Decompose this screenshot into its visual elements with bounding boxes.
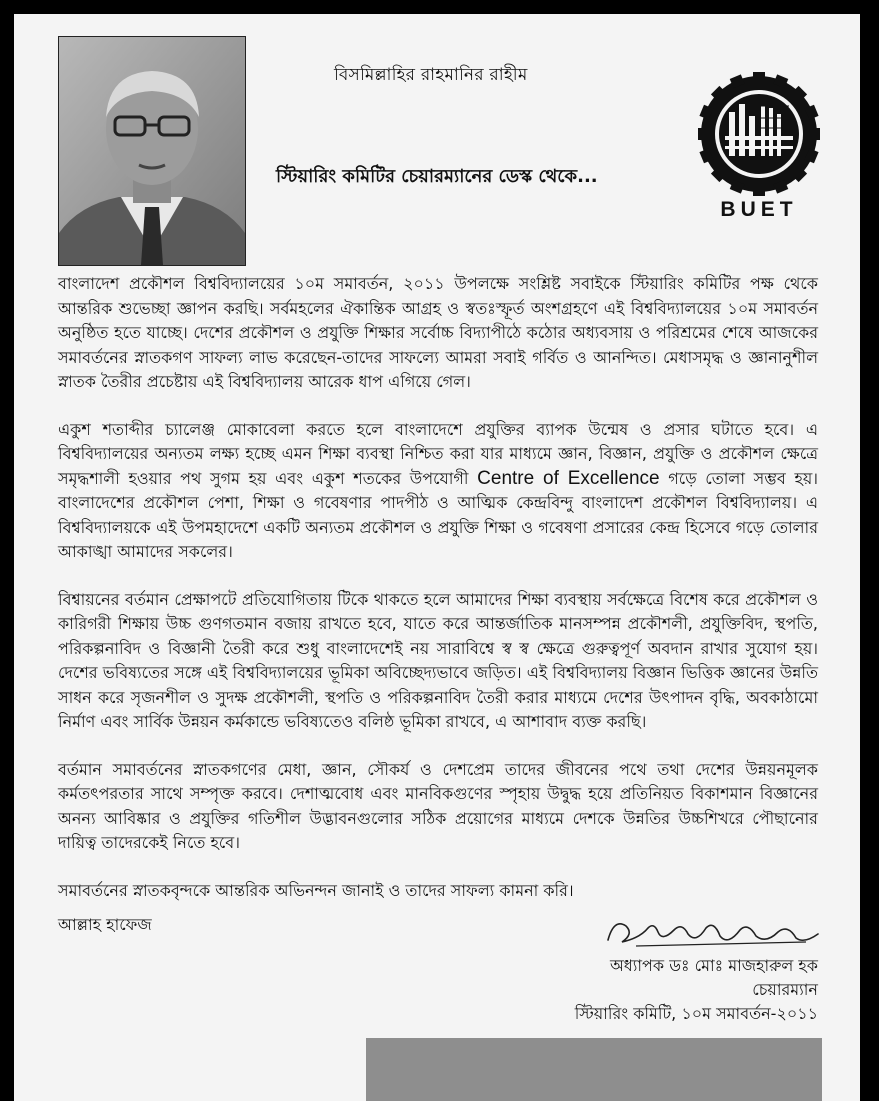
signatory-committee: স্টিয়ারিং কমিটি, ১০ম সমাবর্তন-২০১১ xyxy=(574,1004,818,1023)
desk-title: স্টিয়ারিং কমিটির চেয়ারম্যানের ডেস্ক থেকে... xyxy=(276,166,598,187)
paragraph-2 xyxy=(58,418,818,565)
chairman-photo xyxy=(58,36,246,266)
message-page xyxy=(14,14,860,1101)
signatory-position: চেয়ারম্যান xyxy=(752,980,818,999)
buet-logo-text: BUET xyxy=(720,198,798,221)
closing-line: সমাবর্তনের স্নাতকবৃন্দকে আন্তরিক অভিনন্দন জানাই ও তাদের সাফল্য কামনা করি। xyxy=(58,880,574,900)
bismillah-heading: বিসমিল্লাহির রাহমানির রাহীম xyxy=(334,65,528,85)
buet-logo-icon xyxy=(698,72,820,196)
centre-of-excellence-text: Centre of Excellence xyxy=(477,467,660,489)
paragraph-3: বিশ্বায়নের বর্তমান প্রেক্ষাপটে প্রতিযোগিতায় টিকে থাকতে হলে আমাদের শিক্ষা ব্যবস্থায় সর্বক্ষেত্রে বিশেষ করে প্রকৌশল ও কারিগরী শিক্ষায় উচ্চ গুণগতমান বজায় রাখতে হবে, যাতে করে আন্তর্জাতিক মানসম্পন্ন প্রকৌশলী, প্রযুক্তিবিদ, স্থপতি, পরিকল্পনাবিদ ও বিজ্ঞানী তৈরী করে শুধু বাংলাদেশেই নয় সারাবিশ্বে স্ব স্ব ক্ষেত্রে গুরুত্বপূর্ণ অবদান রাখার সুযোগ হয়। দেশের ভবিষ্যতের সঙ্গে এই বিশ্ববিদ্যালয়ের ভূমিকা অবিচ্ছেদ্যভাবে জড়িত। এই বিশ্ববিদ্যালয় বিজ্ঞান ভিত্তিক জ্ঞানের উন্নতি সাধন করে সৃজনশীল ও সুদক্ষ প্রকৌশলী, স্থপতি ও পরিকল্পনাবিদ তৈরী করার মাধ্যমে দেশের উৎপাদন বৃদ্ধি, অবকাঠামো নির্মাণ এবং সার্বিক উন্নয়ন কর্মকান্ডে ভবিষ্যতেও বলিষ্ঠ ভূমিকা রাখবে, এ আশাবাদ ব্যক্ত করছি। xyxy=(58,589,818,731)
paragraph-2-part-2: গড়ে তোলা সম্ভব হয়। বাংলাদেশের প্রকৌশল পেশা, শিক্ষা ও গবেষণার পাদপীঠ ও আত্মিক কেন্দ্রবিন্দু বাংলাদেশ প্রকৌশল বিশ্ববিদ্যালয়। এ বিশ্ববিদ্যালয়কে এই উপমহাদেশে একটি অন্যতম প্রকৌশল ও প্রযুক্তি শিক্ষা ও গবেষণা প্রসারের কেন্দ্র হিসেবে গড়ে তোলার আকাঙ্খা আমাদের সকলের। xyxy=(58,468,818,561)
message-body xyxy=(58,272,818,937)
signoff-line: আল্লাহ হাফেজ xyxy=(58,914,152,934)
footer-grey-block xyxy=(366,1038,822,1101)
handwritten-signature xyxy=(596,912,826,954)
signatory-name: অধ্যাপক ডঃ মোঃ মাজহারুল হক xyxy=(609,956,818,975)
paragraph-4: বর্তমান সমাবর্তনের স্নাতকগণের মেধা, জ্ঞান, সৌকর্য ও দেশপ্রেম তাদের জীবনের পথে তথা দেশের উন্নয়নমূলক কর্মতৎপরতার সাথে সম্পৃক্ত করবে। দেশাত্মবোধ এবং মানবিকগুণের স্পৃহায় উদ্বুদ্ধ হয়ে প্রতিনিয়ত বিকাশমান বিজ্ঞানের অনন্য আবিষ্কার ও প্রযুক্তির গতিশীল উদ্ভাবনগুলোর সঠিক প্রয়োগের মাধ্যমে দেশকে উন্নতির উচ্চশিখরে পৌছানোর দায়িত্ব তাদেরকেই নিতে হবে। xyxy=(58,759,818,852)
paragraph-1: বাংলাদেশ প্রকৌশল বিশ্ববিদ্যালয়ের ১০ম সমাবর্তন, ২০১১ উপলক্ষে সংশ্লিষ্ট সবাইকে স্টিয়ারিং কমিটির পক্ষ থেকে আন্তরিক শুভেচ্ছা জ্ঞাপন করছি। সর্বমহলের ঐকান্তিক আগ্রহ ও স্বতঃস্ফূর্ত অংশগ্রহণে এই বিশ্ববিদ্যালয়ের ১০ম সমাবর্তন অনুষ্ঠিত হতে যাচ্ছে। দেশের প্রকৌশল ও প্রযুক্তি শিক্ষার সর্বোচ্চ বিদ্যাপীঠে কঠোর অধ্যবসায় ও পরিশ্রমের শেষে আজকের সমাবর্তনের স্নাতকগণ সাফল্য লাভ করেছেন-তাদের সাফল্যে আমরা সবাই গর্বিত ও আনন্দিত। মেধাসমৃদ্ধ ও জ্ঞানানুশীল স্নাতক তৈরীর প্রচেষ্টায় এই বিশ্ববিদ্যালয় আরেক ধাপ এগিয়ে গেল। xyxy=(58,274,818,391)
paragraph-2-part-1: একুশ শতাব্দীর চ্যালেঞ্জ মোকাবেলা করতে হলে বাংলাদেশে প্রযুক্তির ব্যাপক উন্মেষ ও প্রসার ঘটাতে হবে। এ বিশ্ববিদ্যালয়ের অন্যতম লক্ষ্য হচ্ছে এমন শিক্ষা ব্যবস্থা নিশ্চিত করা যার মাধ্যমে জ্ঞান, বিজ্ঞান, প্রযুক্তি ও প্রকৌশল ক্ষেত্রে সমৃদ্ধশালী হওয়ার পথ সুগম হয় এবং একুশ শতকের উপযোগী xyxy=(58,419,818,488)
signature-block xyxy=(575,954,818,1026)
